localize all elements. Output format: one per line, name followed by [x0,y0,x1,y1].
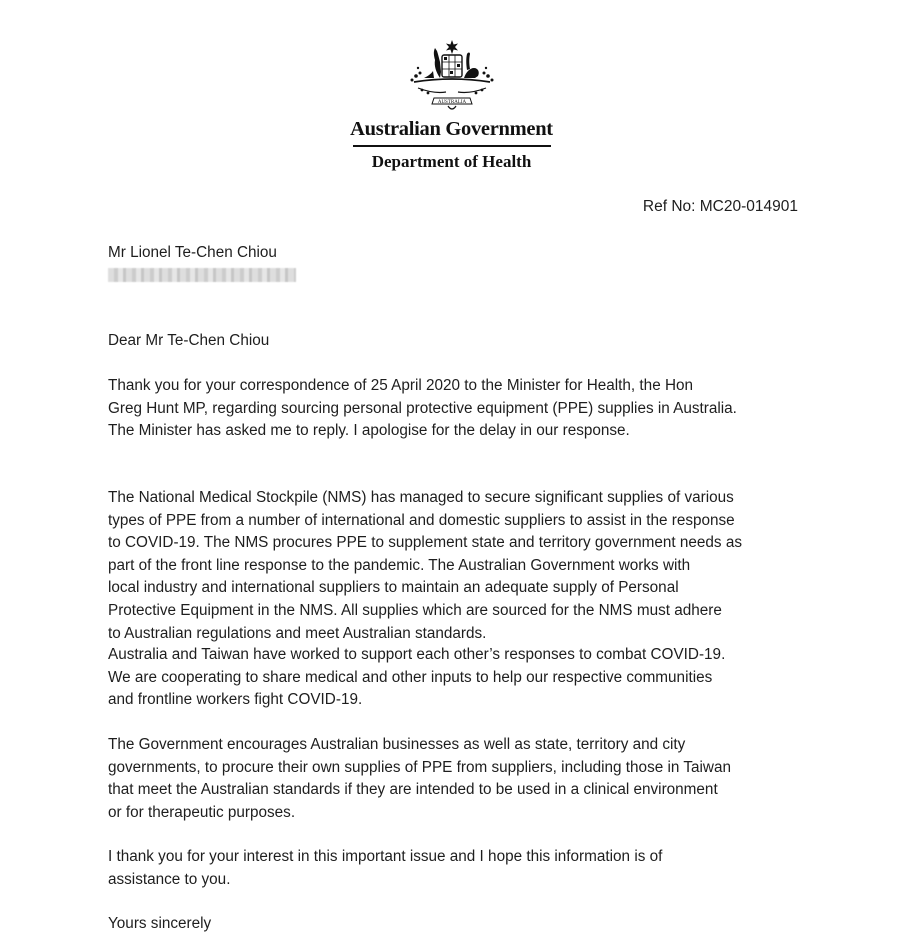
recipient-name: Mr Lionel Te-Chen Chiou [108,244,277,261]
paragraph-line: types of PPE from a number of international and domestic suppliers to assist in the response [108,511,735,529]
paragraph-1 [108,375,808,443]
salutation-text: Dear Mr Te-Chen Chiou [108,332,270,349]
department-name: Department of Health [371,152,532,171]
paragraph-3 [108,644,808,712]
motto-text: AUSTRALIA [437,100,467,105]
closing-text: Yours sincerely [108,915,212,932]
paragraph-line: to Australian regulations and meet Australian standards. [108,624,487,642]
paragraph-5 [108,846,808,891]
government-name: Australian Government [350,118,553,140]
paragraph-2 [108,487,808,645]
reference-number: Ref No: MC20-014901 [642,198,798,215]
closing [108,913,808,936]
salutation [108,330,808,353]
kangaroo-icon [424,48,441,78]
paragraph-line: to COVID-19. The NMS procures PPE to supplement state and territory government needs as [108,534,742,552]
paragraph-4 [108,734,808,824]
commonwealth-star-icon [446,40,458,54]
paragraph-line: that meet the Australian standards if they are intended to be used in a clinical environment [108,781,718,799]
paragraph-line: assistance to you. [108,870,231,888]
paragraph-line: local industry and international suppliers to maintain an adequate supply of Personal [108,579,679,597]
addressee-block [108,242,808,289]
paragraph-line: Australia and Taiwan have worked to support each other’s responses to combat COVID-19. [108,646,726,663]
paragraph-line: The Government encourages Australian businesses as well as state, territory and city [108,736,686,753]
paragraph-line: The Minister has asked me to reply. I apologise for the delay in our response. [108,422,630,440]
recipient-email-redacted [108,268,296,282]
commonwealth-coat-of-arms-icon [400,38,504,114]
wattle-icon [414,79,490,82]
paragraph-line: I thank you for your interest in this important issue and I hope this information is of [108,848,663,865]
paragraph-line: We are cooperating to share medical and other inputs to help our respective communities [108,668,713,686]
paragraph-line: governments, to procure their own supplies of PPE from suppliers, including those in Taiwan [108,758,731,776]
paragraph-line: or for therapeutic purposes. [108,803,296,821]
letterhead-divider [353,145,551,147]
paragraph-line: Greg Hunt MP, regarding sourcing personal protective equipment (PPE) supplies in Australia. [108,399,737,417]
paragraph-line: and frontline workers fight COVID-19. [108,691,363,709]
paragraph-line: part of the front line response to the pandemic. The Australian Government works with [108,556,691,574]
paragraph-line: Protective Equipment in the NMS. All supplies which are sourced for the NMS must adhere [108,601,722,619]
paragraph-line: Thank you for your correspondence of 25 April 2020 to the Minister for Health, the Hon [108,377,694,394]
paragraph-line: The National Medical Stockpile (NMS) has managed to secure significant supplies of various [108,489,734,506]
emu-icon [464,53,479,79]
